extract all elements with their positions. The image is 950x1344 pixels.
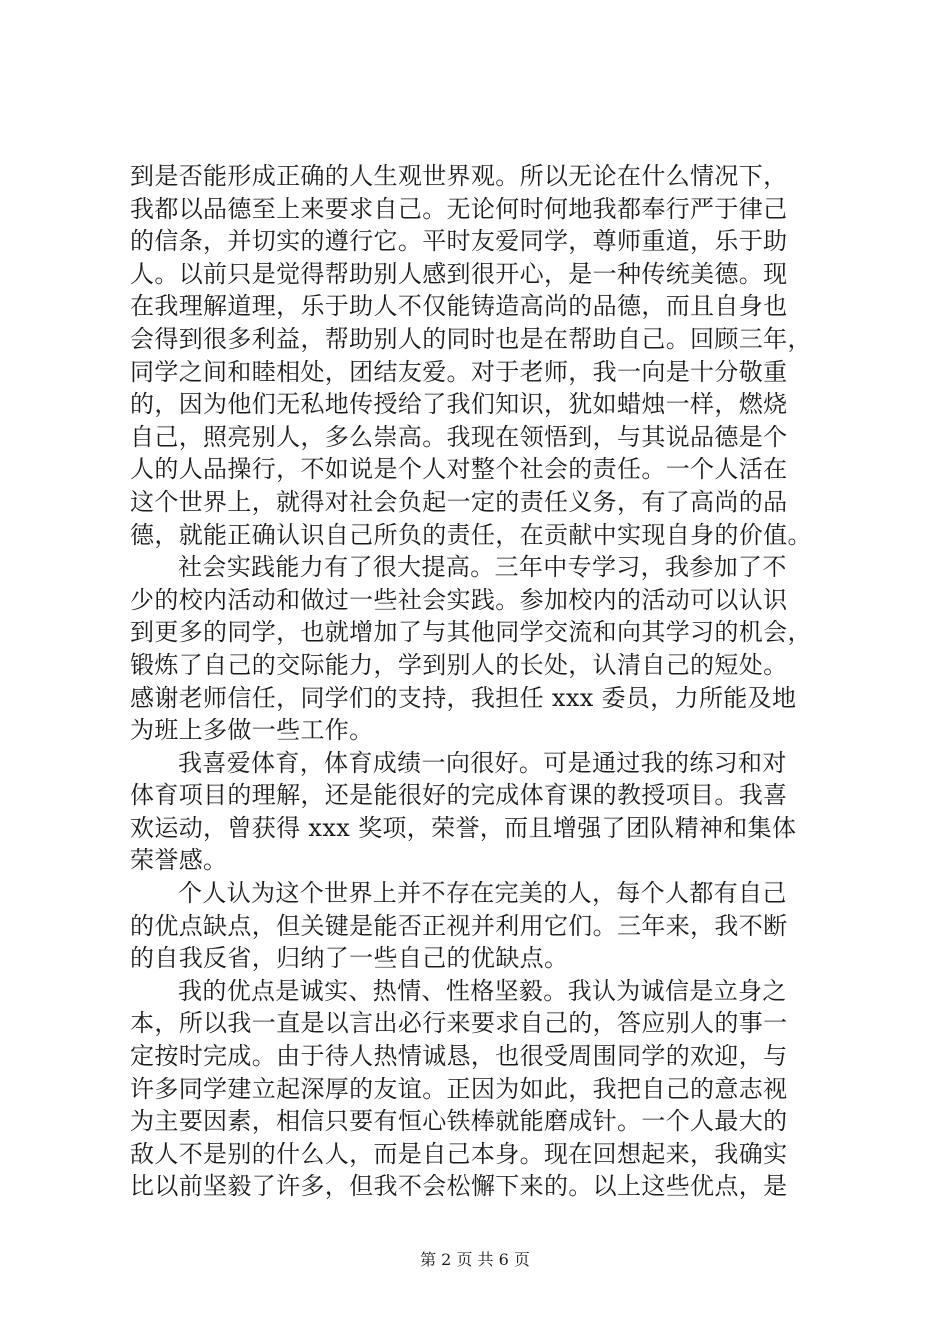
text-line: 个人认为这个世界上并不存在完美的人，每个人都有自己 (178, 879, 787, 908)
paragraph (130, 160, 830, 551)
text-line: 德，就能正确认识自己所负的责任，在贡献中实现自身的价值。 (130, 520, 812, 549)
text-line: 这个世界上，就得对社会负起一定的责任义务，有了高尚的品 (130, 487, 788, 516)
text-line: 我的优点是诚实、热情、性格坚毅。我认为诚信是立身之 (178, 976, 787, 1005)
text-line: 为主要因素，相信只要有恒心铁棒就能磨成针。一个人最大的 (130, 1107, 788, 1136)
text-line: 会得到很多利益，帮助别人的同时也是在帮助自己。回顾三年， (130, 324, 812, 353)
text-line: 的，因为他们无私地传授给了我们知识，犹如蜡烛一样，燃烧 (130, 390, 788, 419)
text-line: 感谢老师信任，同学们的支持，我担任 xxx 委员，力所能及地 (130, 683, 797, 712)
text-line: 荣誉感。 (130, 846, 228, 875)
text-line: 人的人品操行，不如说是个人对整个社会的责任。一个人活在 (130, 455, 788, 484)
text-line: 本，所以我一直是以言出必行来要求自己的，答应别人的事一 (130, 1009, 788, 1038)
text-line: 社会实践能力有了很大提高。三年中专学习，我参加了不 (178, 553, 787, 582)
text-line: 的优点缺点，但关键是能否正视并利用它们。三年来，我不断 (130, 911, 788, 940)
text-line: 我都以品德至上来要求自己。无论何时何地我都奉行严于律己 (130, 194, 788, 223)
text-line: 为班上多做一些工作。 (130, 716, 374, 745)
body-text (130, 160, 830, 1203)
text-line: 定按时完成。由于待人热情诚恳，也很受周围同学的欢迎，与 (130, 1042, 788, 1071)
text-line: 到是否能形成正确的人生观世界观。所以无论在什么情况下， (130, 162, 788, 190)
text-line: 少的校内活动和做过一些社会实践。参加校内的活动可以认识 (130, 585, 788, 614)
text-line: 在我理解道理，乐于助人不仅能铸造高尚的品德，而且自身也 (130, 292, 788, 321)
text-line: 同学之间和睦相处，团结友爱。对于老师，我一向是十分敬重 (130, 357, 788, 386)
text-line: 到更多的同学，也就增加了与其他同学交流和向其学习的机会， (130, 618, 812, 647)
paragraph (130, 975, 830, 1203)
paragraph (130, 551, 830, 747)
text-line: 体育项目的理解，还是能很好的完成体育课的教授项目。我喜 (130, 781, 788, 810)
text-line: 比以前坚毅了许多，但我不会松懈下来的。以上这些优点，是 (130, 1172, 788, 1201)
text-line: 我喜爱体育，体育成绩一向很好。可是通过我的练习和对 (178, 748, 787, 777)
text-line: 欢运动，曾获得 xxx 奖项，荣誉，而且增强了团队精神和集体 (130, 813, 797, 842)
text-line: 敌人不是别的什么人，而是自己本身。现在回想起来，我确实 (130, 1139, 788, 1168)
text-line: 的自我反省，归纳了一些自己的优缺点。 (130, 944, 569, 973)
text-line: 锻炼了自己的交际能力，学到别人的长处，认清自己的短处。 (130, 650, 788, 679)
text-line: 自己，照亮别人，多么崇高。我现在领悟到，与其说品德是个 (130, 422, 788, 451)
text-line: 人。以前只是觉得帮助别人感到很开心，是一种传统美德。现 (130, 259, 788, 288)
paragraph (130, 747, 830, 877)
text-line: 的信条，并切实的遵行它。平时友爱同学，尊师重道，乐于助 (130, 227, 788, 256)
paragraph (130, 877, 830, 975)
text-line: 许多同学建立起深厚的友谊。正因为如此，我把自己的意志视 (130, 1074, 788, 1103)
page-footer: 第 2 页 共 6 页 (420, 1250, 530, 1269)
